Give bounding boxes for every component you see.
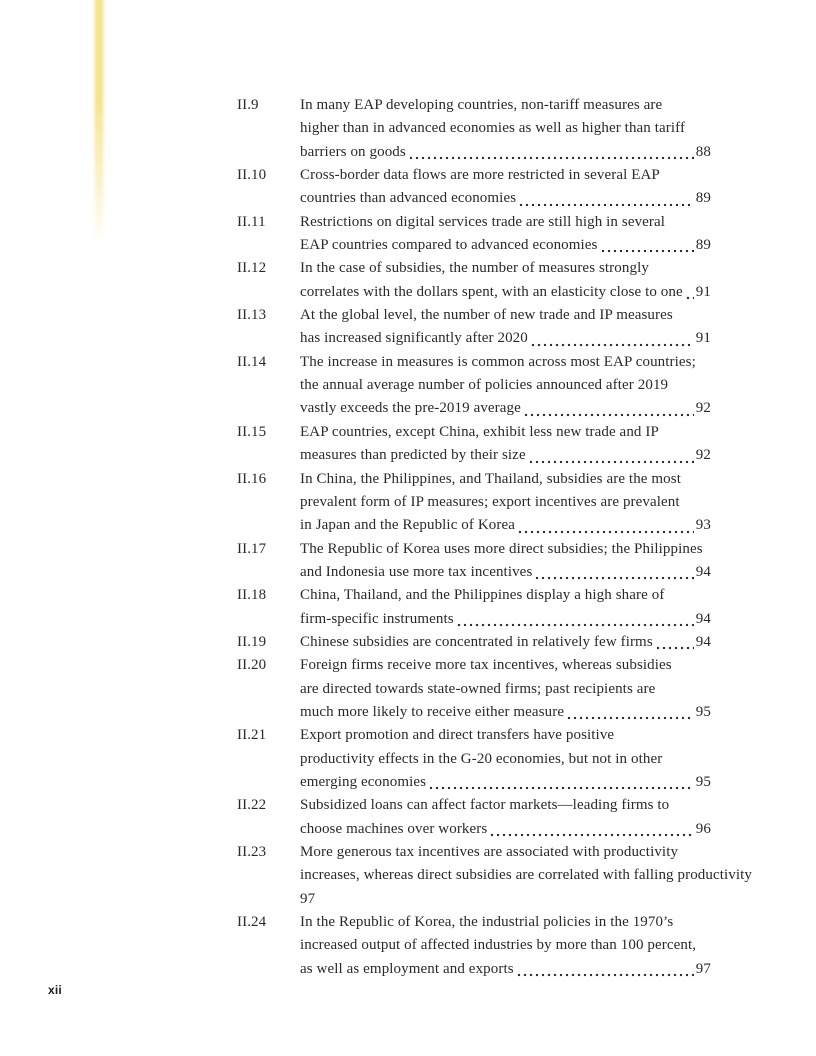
- dot-leader: [428, 771, 694, 794]
- toc-entry-text-line: In the case of subsidies, the number of measures strongly: [300, 260, 649, 277]
- page-number-footer: xii: [48, 983, 62, 997]
- toc-entry-number: II.16: [237, 470, 267, 487]
- toc-entry-text-line: correlates with the dollars spent, with an elasticity close to one: [300, 283, 683, 300]
- toc-entry-text-line: More generous tax incentives are associated with productivity: [300, 844, 679, 860]
- toc-entry-text-line: firm-specific instruments: [300, 610, 454, 627]
- toc-entry-text-line: the annual average number of policies announced after 2019: [300, 377, 669, 394]
- toc-entry-leader-line: [300, 561, 711, 584]
- toc-entry-text-line: In many EAP developing countries, non-tariff measures are: [300, 97, 663, 113]
- dot-leader: [685, 281, 694, 304]
- toc-entry-page-number: 95: [695, 703, 711, 720]
- toc-entry-page-number: 88: [695, 143, 711, 160]
- toc-entry-text-line: At the global level, the number of new trade and IP measures: [300, 307, 673, 324]
- toc-entry-leader-line: [300, 701, 711, 724]
- toc-entry-text-line: emerging economies: [300, 773, 427, 790]
- toc-entry-leader-line: [300, 187, 711, 210]
- toc-entry-body: [300, 164, 711, 211]
- toc-entry-text-line: prevalent form of IP measures; export incentives are prevalent: [300, 493, 680, 510]
- toc-entry: [237, 794, 711, 841]
- toc-entry-text-line: productivity effects in the G-20 economies, but not in other: [300, 750, 663, 767]
- dot-leader: [534, 561, 693, 584]
- toc-entry-text-line: China, Thailand, and the Philippines display a high share of: [300, 587, 665, 604]
- toc-entry-number: II.22: [237, 797, 267, 814]
- toc-entry-body: [300, 631, 711, 654]
- toc-entry: [237, 211, 711, 258]
- toc-entry-body: [300, 468, 711, 538]
- toc-entry-leader-line: [300, 958, 711, 981]
- toc-entry-page-number: 97: [300, 890, 316, 907]
- toc-entry: [237, 421, 711, 468]
- toc-entry-number: II.11: [237, 213, 266, 230]
- toc-entry-page-number: 94: [695, 610, 711, 627]
- toc-entry-text-line: EAP countries compared to advanced economies: [300, 237, 598, 254]
- toc-entry-body: [300, 841, 753, 911]
- toc-entry-body: [300, 351, 711, 421]
- toc-entry-text-line: are directed towards state-owned firms; past recipients are: [300, 680, 656, 697]
- toc-entry: [237, 841, 753, 911]
- toc-entry-body: [300, 584, 711, 631]
- toc-entry-body: [300, 794, 711, 841]
- toc-entry: [237, 631, 711, 654]
- toc-entry-leader-line: [300, 141, 711, 164]
- toc-entry-page-number: 93: [695, 517, 711, 534]
- toc-entry-text-line: choose machines over workers: [300, 820, 488, 837]
- toc-entry-leader-line: [300, 281, 711, 304]
- toc-entry-text-line: has increased significantly after 2020: [300, 330, 528, 347]
- dot-leader: [566, 701, 694, 724]
- accent-bar-fade: [93, 0, 105, 252]
- toc-entry-text-line: increased output of affected industries by more than 100 percent,: [300, 937, 697, 954]
- toc-entry-page-number: 92: [695, 400, 711, 417]
- toc-entry-number: II.19: [237, 633, 267, 650]
- toc-entry-number: II.10: [237, 167, 267, 184]
- toc-entry-text-line: measures than predicted by their size: [300, 447, 526, 464]
- toc-entry-number: II.17: [237, 540, 267, 557]
- toc-entry-page-number: 89: [695, 237, 711, 254]
- dot-leader: [517, 514, 694, 537]
- toc-entry-page-number: 89: [695, 190, 711, 207]
- toc-entry-text-line: in Japan and the Republic of Korea: [300, 517, 515, 534]
- toc-entry-page-number: 96: [695, 820, 711, 837]
- toc-entry-number: II.15: [237, 423, 267, 440]
- toc-entry-page-number: 95: [695, 773, 711, 790]
- dot-leader: [600, 234, 694, 257]
- toc-entry: [237, 468, 711, 538]
- toc-entry-number: II.12: [237, 260, 267, 277]
- toc-entry-text-line: much more likely to receive either measure: [300, 703, 565, 720]
- left-accent-bar: [93, 0, 105, 252]
- toc-entry-text-line: higher than in advanced economies as well as higher than tariff: [300, 120, 686, 137]
- toc-entry-text-line: barriers on goods: [300, 143, 406, 160]
- toc-entry-number: II.20: [237, 657, 267, 674]
- toc-entry-page-number: 91: [695, 283, 711, 300]
- toc-entry-text-line: Foreign firms receive more tax incentives, whereas subsidies: [300, 657, 672, 674]
- toc-entry-body: [300, 911, 711, 981]
- toc-entry-text-line: Chinese subsidies are concentrated in relatively few firms: [300, 633, 653, 650]
- toc-entry-body: [300, 211, 711, 258]
- toc-entry-body: [300, 304, 711, 351]
- toc-entry-leader-line: [300, 444, 711, 467]
- dot-leader: [655, 631, 694, 654]
- toc-entry-page-number: 94: [695, 563, 711, 580]
- toc-entry-page-number: 97: [695, 960, 711, 977]
- toc-entry-text-line: EAP countries, except China, exhibit less new trade and IP: [300, 423, 659, 440]
- dot-leader: [528, 444, 694, 467]
- toc-entry-leader-line: [300, 234, 711, 257]
- toc-entry: [237, 911, 711, 981]
- toc-entry-number: II.14: [237, 353, 267, 370]
- toc-entry-text-line: and Indonesia use more tax incentives: [300, 563, 533, 580]
- toc-entry-leader-line: [300, 818, 711, 841]
- toc-entry-leader-line: [300, 608, 711, 631]
- toc-entry-leader-line: [300, 327, 711, 350]
- toc-entry-text-line: The Republic of Korea uses more direct subsidies; the Philippines: [300, 540, 703, 557]
- toc-entry: [237, 164, 711, 211]
- toc-entry: [237, 257, 711, 304]
- toc-entry: [237, 304, 711, 351]
- dot-leader: [518, 187, 694, 210]
- toc-entry-text-line: Cross-border data flows are more restricted in several EAP: [300, 167, 660, 184]
- toc-entry-leader-line: [300, 631, 711, 654]
- toc-entry-text-line: In the Republic of Korea, the industrial policies in the 1970’s: [300, 914, 674, 931]
- toc-entry-body: [300, 724, 711, 794]
- toc-entry-body: [300, 654, 711, 724]
- toc-entry-page-number: 92: [695, 447, 711, 464]
- toc-entry-text-line: vastly exceeds the pre-2019 average: [300, 400, 521, 417]
- toc-entry-number: II.13: [237, 307, 267, 324]
- toc-entry-text-line: countries than advanced economies: [300, 190, 517, 207]
- dot-leader: [408, 141, 694, 164]
- toc-entry-body: [300, 421, 711, 468]
- toc-entry-number: II.9: [237, 97, 259, 113]
- toc-entry-text-line: Export promotion and direct transfers have positive: [300, 727, 615, 744]
- dot-leader: [456, 608, 694, 631]
- toc-entry-number: II.24: [237, 914, 267, 931]
- toc-entry: [237, 724, 711, 794]
- toc-entry-number: II.23: [237, 844, 267, 860]
- toc-entry-text-line: Restrictions on digital services trade are still high in several: [300, 213, 666, 230]
- toc-entry-leader-line: [300, 771, 711, 794]
- toc-entry-leader-line: [300, 514, 711, 537]
- toc-entry-number: II.18: [237, 587, 267, 604]
- toc-entry: [237, 538, 711, 585]
- figures-toc-list: [237, 94, 753, 981]
- toc-entry-page-number: 91: [695, 330, 711, 347]
- toc-entry-page-number: 94: [695, 633, 711, 650]
- toc-entry-number: II.21: [237, 727, 267, 744]
- toc-entry-text-line: increases, whereas direct subsidies are correlated with falling productivity: [300, 867, 753, 884]
- toc-entry: [237, 654, 711, 724]
- toc-entry: [237, 94, 711, 164]
- dot-leader: [530, 327, 694, 350]
- toc-entry-body: [300, 257, 711, 304]
- toc-entry-body: [300, 538, 711, 585]
- toc-entry-text-line: In China, the Philippines, and Thailand, subsidies are the most: [300, 470, 681, 487]
- toc-entry-body: [300, 94, 711, 164]
- toc-entry-text-line: as well as employment and exports: [300, 960, 514, 977]
- toc-entry-text-line: Subsidized loans can affect factor markets—leading firms to: [300, 797, 670, 814]
- toc-entry-text-line: The increase in measures is common across most EAP countries;: [300, 353, 696, 370]
- toc-entry: [237, 351, 711, 421]
- toc-entry-leader-line: [300, 397, 711, 420]
- dot-leader: [516, 958, 694, 981]
- toc-entry: [237, 584, 711, 631]
- dot-leader: [523, 397, 694, 420]
- dot-leader: [489, 818, 693, 841]
